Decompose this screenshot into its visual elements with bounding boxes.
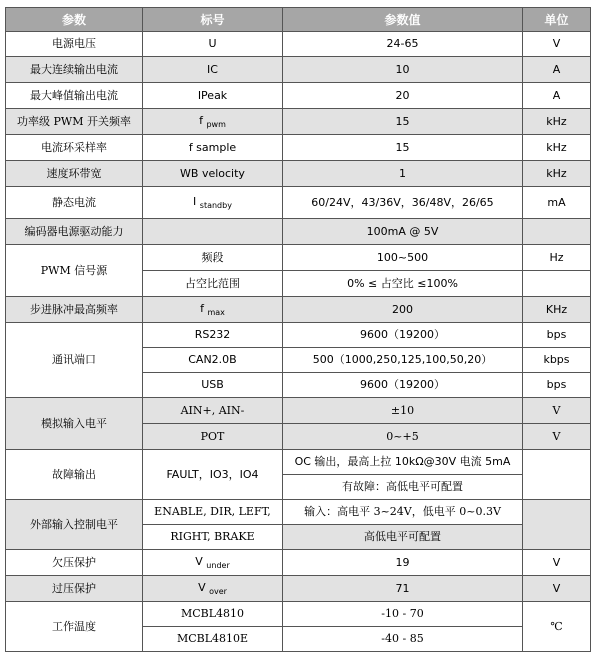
param-symbol: MCBL4810E — [143, 627, 283, 652]
param-name: PWM 信号源 — [6, 245, 143, 297]
table-row — [6, 323, 591, 348]
param-unit — [523, 450, 591, 500]
param-symbol: FAULT，IO3，IO4 — [143, 450, 283, 500]
param-value: 有故障：高低电平可配置 — [283, 475, 523, 500]
param-symbol: 频段 — [143, 245, 283, 271]
param-symbol: U — [143, 32, 283, 57]
param-unit: Hz — [523, 245, 591, 271]
param-value: 100~500 — [283, 245, 523, 271]
symbol-main: V — [198, 581, 206, 594]
table-row — [6, 245, 591, 271]
param-value: -40 - 85 — [283, 627, 523, 652]
table-row — [6, 297, 591, 323]
param-symbol: ENABLE, DIR, LEFT, — [143, 500, 283, 525]
param-name: 电流环采样率 — [6, 135, 143, 161]
table-row — [6, 550, 591, 576]
param-name: 最大连续输出电流 — [6, 57, 143, 83]
param-symbol: WB velocity — [143, 161, 283, 187]
header-symbol: 标号 — [143, 8, 283, 32]
table-row — [6, 187, 591, 219]
param-value: 0% ≤ 占空比 ≤100% — [283, 271, 523, 297]
param-symbol: f sample — [143, 135, 283, 161]
param-unit: A — [523, 57, 591, 83]
param-value: ±10 — [283, 398, 523, 424]
table-row — [6, 450, 591, 475]
table-row — [6, 83, 591, 109]
param-name: 最大峰值输出电流 — [6, 83, 143, 109]
table-row — [6, 500, 591, 525]
param-unit: kHz — [523, 135, 591, 161]
table-row — [6, 135, 591, 161]
param-symbol: CAN2.0B — [143, 348, 283, 373]
param-name: 静态电流 — [6, 187, 143, 219]
param-value: 9600（19200） — [283, 323, 523, 348]
table-row — [6, 161, 591, 187]
param-symbol: 占空比范围 — [143, 271, 283, 297]
param-symbol — [143, 550, 283, 576]
param-symbol — [143, 576, 283, 602]
param-unit: V — [523, 576, 591, 602]
param-name: 电源电压 — [6, 32, 143, 57]
param-unit — [523, 219, 591, 245]
param-unit — [523, 500, 591, 550]
param-name: 模拟输入电平 — [6, 398, 143, 450]
param-symbol: IC — [143, 57, 283, 83]
param-symbol — [143, 109, 283, 135]
param-symbol: MCBL4810 — [143, 602, 283, 627]
param-value: OC 输出，最高上拉 10kΩ@30V 电流 5mA — [283, 450, 523, 475]
param-unit — [523, 271, 591, 297]
param-value: 输入：高电平 3~24V，低电平 0~0.3V — [283, 500, 523, 525]
param-unit: mA — [523, 187, 591, 219]
param-name: 速度环带宽 — [6, 161, 143, 187]
param-value: 24-65 — [283, 32, 523, 57]
param-name: 过压保护 — [6, 576, 143, 602]
symbol-subscript: standby — [199, 201, 232, 210]
symbol-main: f — [199, 114, 203, 127]
param-name: 外部输入控制电平 — [6, 500, 143, 550]
param-unit: ℃ — [523, 602, 591, 652]
spec-table — [5, 7, 591, 652]
param-name: 步进脉冲最高频率 — [6, 297, 143, 323]
param-value: 71 — [283, 576, 523, 602]
symbol-subscript: pwm — [206, 120, 226, 129]
symbol-subscript: max — [207, 308, 225, 317]
param-value: 15 — [283, 109, 523, 135]
param-value: -10 - 70 — [283, 602, 523, 627]
param-value: 15 — [283, 135, 523, 161]
param-symbol — [143, 187, 283, 219]
param-name: 编码器电源驱动能力 — [6, 219, 143, 245]
param-value: 1 — [283, 161, 523, 187]
header-param: 参数 — [6, 8, 143, 32]
param-symbol: IPeak — [143, 83, 283, 109]
table-row — [6, 57, 591, 83]
table-row — [6, 109, 591, 135]
param-unit: V — [523, 32, 591, 57]
param-symbol — [143, 297, 283, 323]
param-unit: bps — [523, 373, 591, 398]
param-unit: kHz — [523, 109, 591, 135]
param-unit: kHz — [523, 161, 591, 187]
param-value: 10 — [283, 57, 523, 83]
param-unit: V — [523, 398, 591, 424]
param-unit: V — [523, 424, 591, 450]
param-symbol — [143, 219, 283, 245]
param-unit: A — [523, 83, 591, 109]
param-value: 0~+5 — [283, 424, 523, 450]
param-symbol: AIN+, AIN- — [143, 398, 283, 424]
param-value: 20 — [283, 83, 523, 109]
symbol-main: V — [195, 555, 203, 568]
param-symbol: USB — [143, 373, 283, 398]
table-row — [6, 398, 591, 424]
table-row — [6, 576, 591, 602]
symbol-main: f — [200, 302, 204, 315]
param-name: 工作温度 — [6, 602, 143, 652]
param-value: 9600（19200） — [283, 373, 523, 398]
param-value: 高低电平可配置 — [283, 525, 523, 550]
param-value: 60/24V，43/36V，36/48V，26/65 — [283, 187, 523, 219]
param-name: 功率级 PWM 开关频率 — [6, 109, 143, 135]
param-symbol: POT — [143, 424, 283, 450]
param-value: 100mA @ 5V — [283, 219, 523, 245]
param-unit: kbps — [523, 348, 591, 373]
param-value: 200 — [283, 297, 523, 323]
param-unit: KHz — [523, 297, 591, 323]
param-unit: bps — [523, 323, 591, 348]
param-symbol: RS232 — [143, 323, 283, 348]
symbol-subscript: over — [209, 587, 227, 596]
param-name: 欠压保护 — [6, 550, 143, 576]
table-row — [6, 602, 591, 627]
param-value: 19 — [283, 550, 523, 576]
param-symbol: RIGHT, BRAKE — [143, 525, 283, 550]
table-row — [6, 219, 591, 245]
symbol-subscript: under — [206, 561, 230, 570]
param-name: 故障输出 — [6, 450, 143, 500]
table-row — [6, 32, 591, 57]
symbol-main: I — [193, 195, 197, 208]
param-unit: V — [523, 550, 591, 576]
param-value: 500（1000,250,125,100,50,20） — [283, 348, 523, 373]
header-unit: 单位 — [523, 8, 591, 32]
header-row — [6, 8, 591, 32]
header-value: 参数值 — [283, 8, 523, 32]
param-name: 通讯端口 — [6, 323, 143, 398]
